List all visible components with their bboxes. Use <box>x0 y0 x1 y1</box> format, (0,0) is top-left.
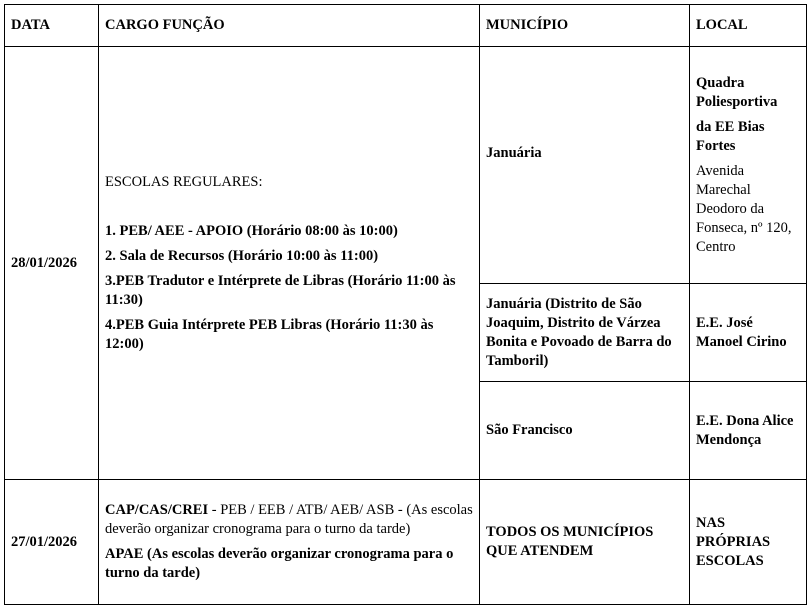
table-row <box>5 47 807 284</box>
schedule-table <box>4 4 807 605</box>
header-cargo: CARGO FUNÇÃO <box>99 5 480 47</box>
local-name: Quadra Poliesportiva <box>696 74 778 110</box>
municipio-cell: Januária <box>480 47 690 284</box>
header-local: LOCAL <box>690 5 807 47</box>
local-name: da EE Bias Fortes <box>696 118 765 154</box>
cargo-cell <box>99 480 480 605</box>
header-municipio: MUNICÍPIO <box>480 5 690 47</box>
date-cell: 27/01/2026 <box>5 480 99 605</box>
local-cell: E.E. Dona Alice Mendonça <box>690 382 807 480</box>
cargo-rest: - PEB / EEB / ATB/ AEB/ ASB - (As escolas deverão organizar cronograma para o turno da tarde) <box>105 502 473 537</box>
municipio-cell: Januária (Distrito de São Joaquim, Distrito de Várzea Bonita e Povoado de Barra do Tamboril) <box>480 284 690 382</box>
cargo-item: 1. PEB/ AEE - APOIO (Horário 08:00 às 10:00) <box>105 222 398 239</box>
cargo-item: 4.PEB Guia Intérprete PEB Libras (Horário 11:30 às 12:00) <box>105 316 434 352</box>
apae-text: APAE (As escolas deverão organizar cronograma para o turno da tarde) <box>105 546 454 581</box>
cargo-item: 3.PEB Tradutor e Intérprete de Libras (Horário 11:00 às 11:30) <box>105 272 456 308</box>
cargo-intro: ESCOLAS REGULARES: <box>105 173 263 190</box>
local-cell <box>690 47 807 284</box>
header-row <box>5 5 807 47</box>
date-cell: 28/01/2026 <box>5 47 99 480</box>
local-address: Avenida Marechal Deodoro da Fonseca, nº 120, Centro <box>696 162 792 255</box>
table-row <box>5 480 807 605</box>
municipio-cell: São Francisco <box>480 382 690 480</box>
cargo-bold: CAP/CAS/CREI <box>105 502 209 518</box>
local-cell: NAS PRÓPRIAS ESCOLAS <box>690 480 807 605</box>
cargo-cell <box>99 47 480 480</box>
header-data: DATA <box>5 5 99 47</box>
municipio-cell: TODOS OS MUNICÍPIOS QUE ATENDEM <box>480 480 690 605</box>
local-cell: E.E. José Manoel Cirino <box>690 284 807 382</box>
cargo-text <box>105 501 473 539</box>
cargo-item: 2. Sala de Recursos (Horário 10:00 às 11:00) <box>105 247 379 264</box>
